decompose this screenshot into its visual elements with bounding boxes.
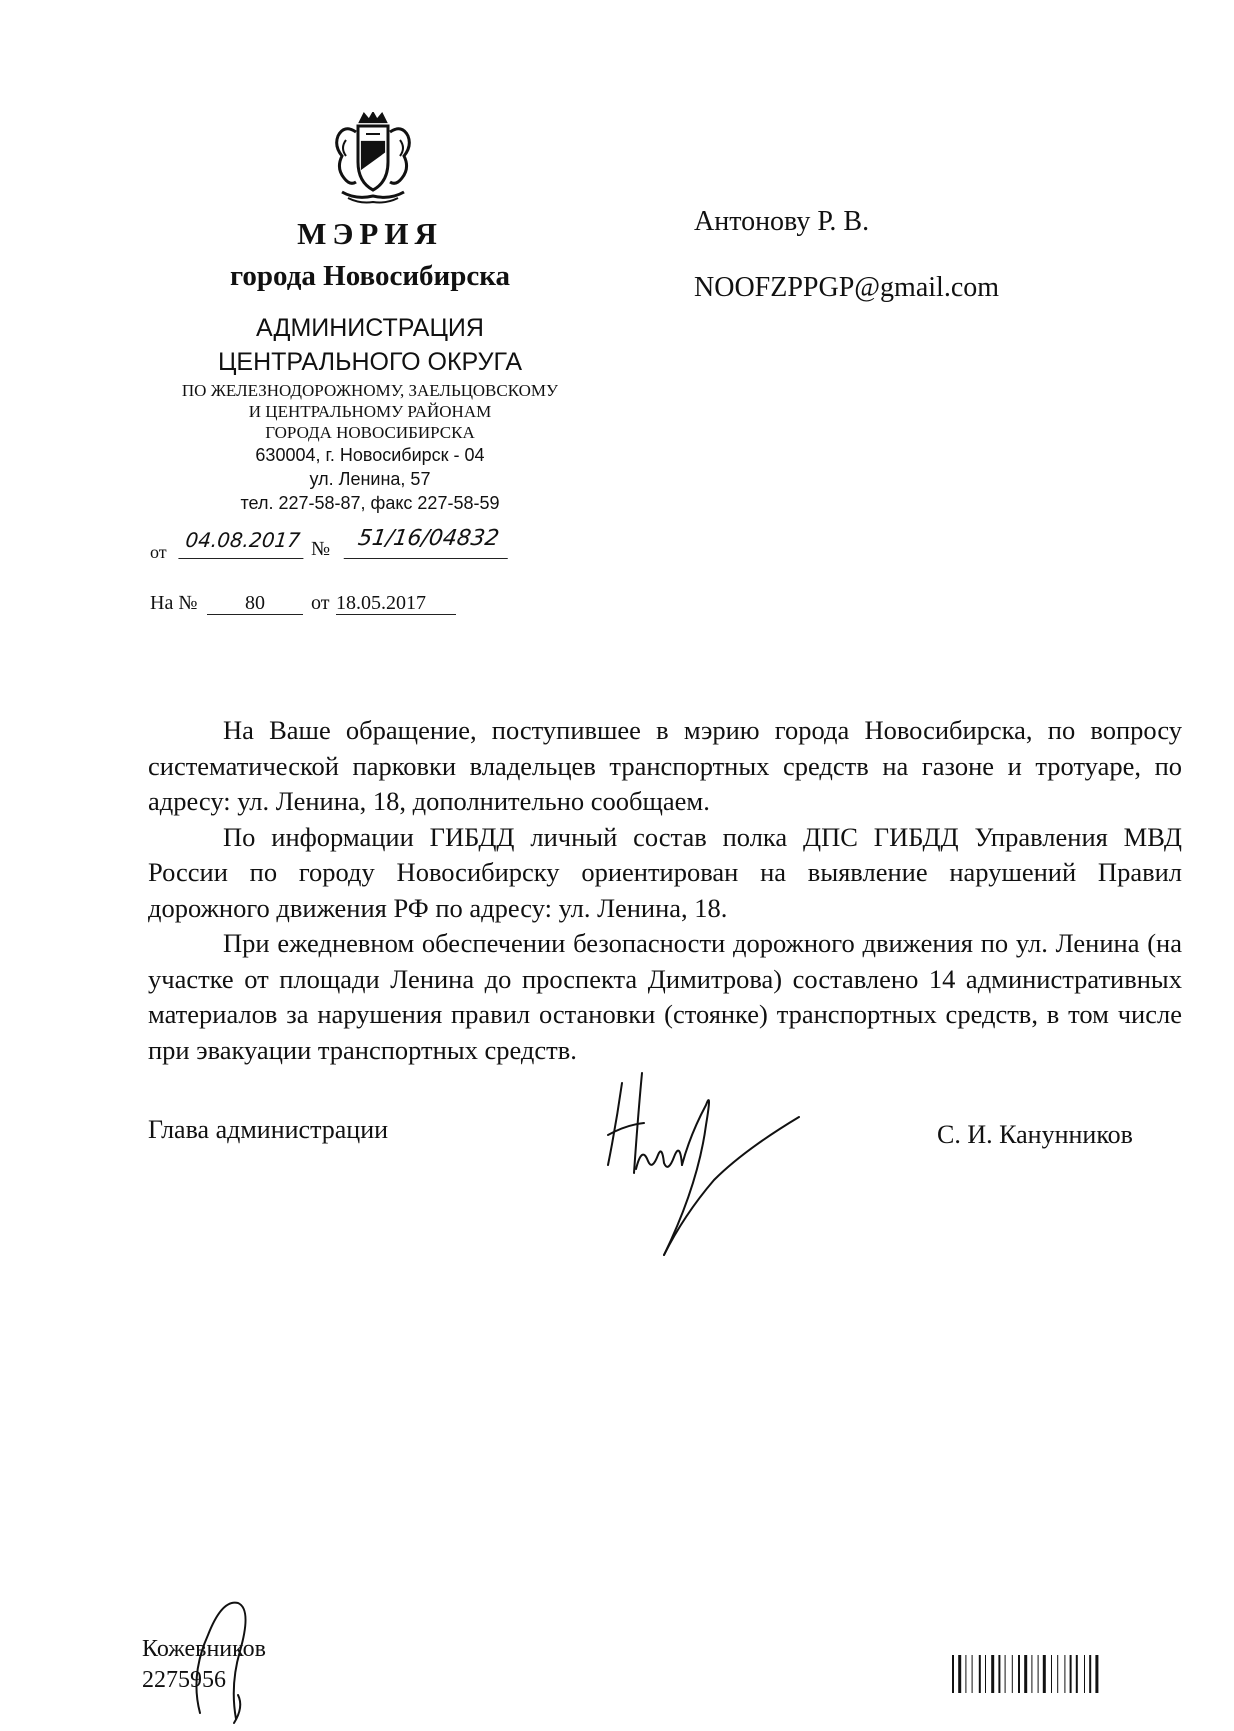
- ref-number-label: №: [311, 538, 331, 560]
- ref-date-label: от: [150, 542, 167, 562]
- ref-date-handwritten: 04.08.2017: [178, 528, 306, 559]
- mayor-title: МЭРИЯ: [297, 216, 443, 251]
- body-paragraph-1: На Ваше обращение, поступившее в мэрию города Новосибирска, по вопросу систематической парковки владельцев транспортных средств на газоне и тротуаре, по адресу: ул. Ленина, 18, дополнительно сообщаем.: [148, 715, 1182, 816]
- recipient-email: NOOFZPPGP@gmail.com: [694, 272, 1000, 303]
- admin-name-line2: ЦЕНТРАЛЬНОГО ОКРУГА: [217, 348, 523, 376]
- incoming-ref-date-label: от: [311, 592, 330, 614]
- admin-postal-address: 630004, г. Новосибирск - 04: [255, 445, 485, 465]
- body-paragraph-2: По информации ГИБДД личный состав полка ДПС ГИБДД Управления МВД России по городу Новосибирску ориентирован на выявление нарушений Правил дорожного движения РФ по адресу: ул. Ленина, 18.: [148, 821, 1182, 923]
- admin-districts-line2: И ЦЕНТРАЛЬНОМУ РАЙОНАМ: [248, 402, 492, 421]
- incoming-ref-label: На №: [150, 592, 198, 614]
- admin-districts-line1: ПО ЖЕЛЕЗНОДОРОЖНОМУ, ЗАЕЛЬЦОВСКОМУ: [181, 381, 559, 400]
- executor-name: Кожевников: [142, 1636, 266, 1662]
- admin-phones: тел. 227-58-87, факс 227-58-59: [240, 493, 500, 513]
- executor-phone: 2275956: [142, 1667, 226, 1693]
- handwritten-signature: [594, 1065, 814, 1265]
- mayor-subtitle: города Новосибирска: [229, 260, 511, 292]
- admin-name-line1: АДМИНИСТРАЦИЯ: [256, 314, 484, 342]
- ref-number-handwritten: 51/16/04832: [344, 526, 513, 559]
- executor-initials-mark: [130, 1595, 300, 1731]
- body-paragraph-3: При ежедневном обеспечении безопасности дорожного движения по ул. Ленина (на участке от площади Ленина до проспекта Димитрова) составлено 14 административных материалов за нарушения правил остановки (стоянке) транспортных средств, в том числе при эвакуации транспортных средств.: [148, 928, 1182, 1065]
- incoming-ref-date: 18.05.2017: [336, 592, 456, 615]
- barcode-icon: [950, 1655, 1134, 1705]
- coat-of-arms-icon: [326, 112, 420, 204]
- signatory-name: С. И. Канунников: [937, 1120, 1133, 1149]
- admin-districts-line3: ГОРОДА НОВОСИБИРСКА: [265, 423, 475, 442]
- signatory-position: Глава администрации: [148, 1115, 389, 1144]
- incoming-ref-number: 80: [207, 592, 303, 615]
- recipient-name: Антонову Р. В.: [694, 206, 870, 237]
- letter-body: [148, 713, 1182, 1068]
- admin-street-address: ул. Ленина, 57: [309, 469, 431, 489]
